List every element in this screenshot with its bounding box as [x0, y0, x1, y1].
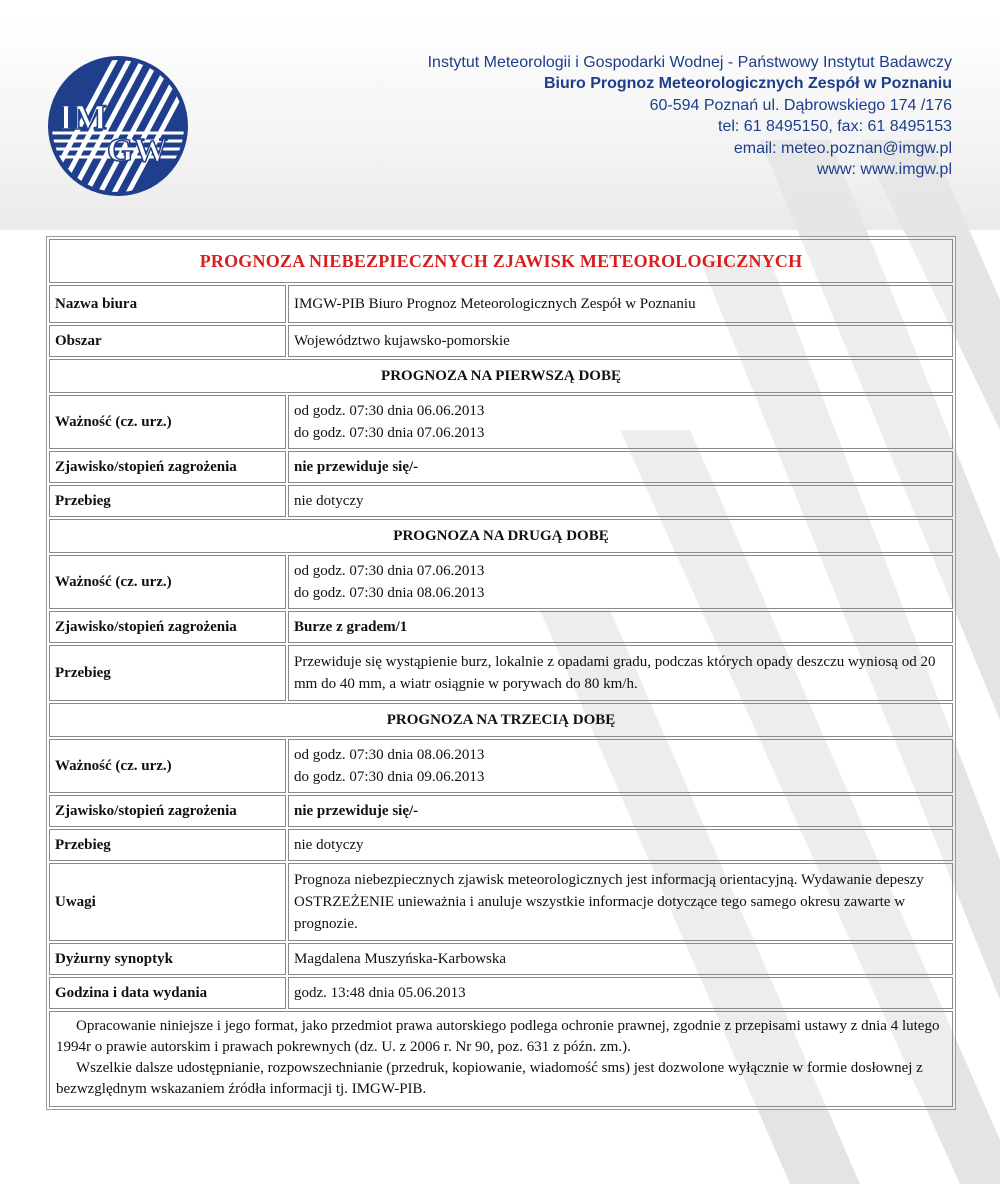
day3-heading: PROGNOZA NA TRZECIĄ DOBĘ	[49, 703, 953, 737]
day2-phenomenon-value: Burze z gradem/1	[288, 611, 953, 643]
forecaster-value: Magdalena Muszyńska-Karbowska	[288, 943, 953, 975]
website: www: www.imgw.pl	[816, 161, 952, 179]
office-value: IMGW-PIB Biuro Prognoz Meteorologicznych Zespół w Poznaniu	[288, 285, 953, 323]
day1-heading: PROGNOZA NA PIERWSZĄ DOBĘ	[49, 359, 953, 393]
day1-phenomenon-value: nie przewiduje się/-	[288, 451, 953, 483]
day2-validity-label: Ważność (cz. urz.)	[49, 555, 286, 609]
day1-validity-label: Ważność (cz. urz.)	[49, 395, 286, 449]
institute-address	[428, 52, 952, 180]
letterhead	[0, 0, 1000, 230]
copyright-notice	[49, 1011, 953, 1107]
day2-validity-value	[288, 555, 953, 609]
forecaster-label: Dyżurny synoptyk	[49, 943, 286, 975]
office-label: Nazwa biura	[49, 285, 286, 323]
day2-heading: PROGNOZA NA DRUGĄ DOBĘ	[49, 519, 953, 553]
notes-value: Prognoza niebezpiecznych zjawisk meteorologicznych jest informacją orientacyjną. Wydawanie depeszy OSTRZEŻENIE unieważnia i anuluje wszystkie informacje dotyczące tego samego okresu zawarte w prognozie.	[288, 863, 953, 941]
day3-phenomenon-label: Zjawisko/stopień zagrożenia	[49, 795, 286, 827]
day1-validity-to: do godz. 07:30 dnia 07.06.2013	[294, 425, 485, 441]
day1-validity-from: od godz. 07:30 dnia 06.06.2013	[294, 403, 485, 419]
day2-validity-from: od godz. 07:30 dnia 07.06.2013	[294, 563, 485, 579]
email-address: email: meteo.poznan@imgw.pl	[733, 139, 952, 157]
issued-value: godz. 13:48 dnia 05.06.2013	[288, 977, 953, 1009]
area-value: Województwo kujawsko-pomorskie	[288, 325, 953, 357]
forecast-document	[46, 236, 956, 1110]
redistribution-paragraph: Wszelkie dalsze udostępnianie, rozpowszechnianie (przedruk, kopiowanie, wiadomość sms) jest dozwolone wyłącznie w formie dosłownej z bezwzględnym wskazaniem źródła informacji tj. IMGW-PIB.	[56, 1060, 923, 1097]
day3-validity-to: do godz. 07:30 dnia 09.06.2013	[294, 769, 485, 785]
day3-validity-label: Ważność (cz. urz.)	[49, 739, 286, 793]
area-label: Obszar	[49, 325, 286, 357]
forecast-table	[47, 237, 955, 1109]
imgw-logo	[47, 55, 189, 197]
day1-phenomenon-label: Zjawisko/stopień zagrożenia	[49, 451, 286, 483]
day3-validity-from: od godz. 07:30 dnia 08.06.2013	[294, 747, 485, 763]
issued-label: Godzina i data wydania	[49, 977, 286, 1009]
phone-fax: tel: 61 8495150, fax: 61 8495153	[718, 118, 952, 136]
day2-course-label: Przebieg	[49, 645, 286, 701]
office-name: Biuro Prognoz Meteorologicznych Zespół w Poznaniu	[543, 75, 952, 93]
svg-text:GW: GW	[107, 132, 168, 169]
day3-course-label: Przebieg	[49, 829, 286, 861]
day2-validity-to: do godz. 07:30 dnia 08.06.2013	[294, 585, 485, 601]
day3-phenomenon-value: nie przewiduje się/-	[288, 795, 953, 827]
day1-validity-value	[288, 395, 953, 449]
day3-validity-value	[288, 739, 953, 793]
day2-phenomenon-label: Zjawisko/stopień zagrożenia	[49, 611, 286, 643]
day2-course-value: Przewiduje się wystąpienie burz, lokalnie z opadami gradu, podczas których opady deszczu wyniosą od 20 mm do 40 mm, a wiatr osiągnie w porywach do 80 km/h.	[288, 645, 953, 701]
svg-text:IM: IM	[59, 97, 107, 137]
day1-course-value: nie dotyczy	[288, 485, 953, 517]
notes-label: Uwagi	[49, 863, 286, 941]
day1-course-label: Przebieg	[49, 485, 286, 517]
day3-course-value: nie dotyczy	[288, 829, 953, 861]
institute-name: Instytut Meteorologii i Gospodarki Wodnej - Państwowy Instytut Badawczy	[427, 54, 952, 71]
postal-address: 60-594 Poznań ul. Dąbrowskiego 174 /176	[649, 96, 952, 114]
copyright-paragraph: Opracowanie niniejsze i jego format, jako przedmiot prawa autorskiego podlega ochronie prawnej, zgodnie z przepisami ustawy z dnia 4 lutego 1994r o prawie autorskim i prawach pokrewnych (dz. U. z 2006 r. Nr 90, poz. 631 z późn. zm.).	[56, 1018, 940, 1055]
document-title: PROGNOZA NIEBEZPIECZNYCH ZJAWISK METEOROLOGICZNYCH	[49, 239, 953, 283]
